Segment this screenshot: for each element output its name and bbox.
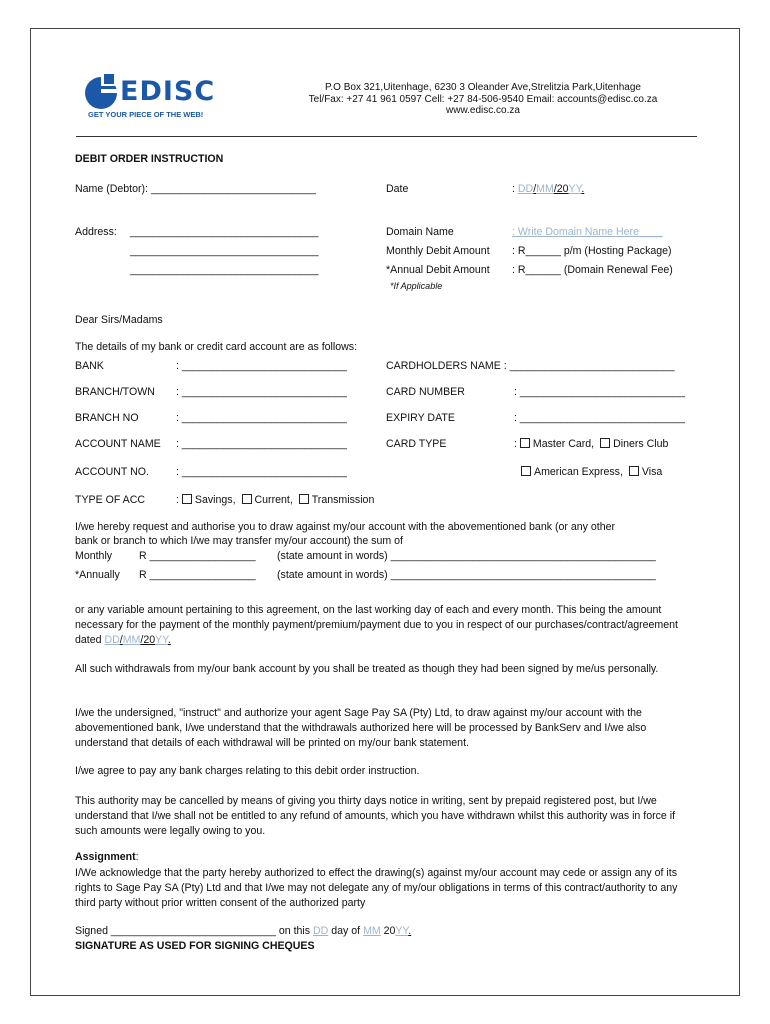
date-century: /20 <box>553 183 569 195</box>
signed-field[interactable]: Signed ____________________________ on this <box>75 925 313 937</box>
address-line-1[interactable]: ________________________________ <box>130 226 319 238</box>
expiry-date-field[interactable]: : ____________________________ <box>514 412 685 424</box>
domain-field[interactable] <box>512 226 663 238</box>
signature-line <box>75 925 411 937</box>
withdrawals-paragraph: All such withdrawals from my/our bank account by you shall be treated as though they had been signed by me/us personally. <box>75 663 659 675</box>
signed-month[interactable]: MM <box>363 925 381 937</box>
savings-checkbox[interactable] <box>182 494 192 504</box>
savings-label: Savings, <box>194 494 236 506</box>
agreement-date-mm[interactable]: MM <box>122 634 141 646</box>
domain-placeholder[interactable]: : Write Domain Name Here____ <box>512 226 663 238</box>
current-label: Current, <box>254 494 293 506</box>
assignment-paragraph: I/We acknowledge that the party hereby authorized to effect the drawing(s) against my/our account may cede or assign any of its rights to Sage Pay SA (Pty) Ltd and that I/we may not delegate any of my/our obligations in terms of this contract/authority to any third party without prior written consent of the authorized party <box>75 867 678 909</box>
cancellation-paragraph: This authority may be cancelled by means of giving you thirty days notice in writing, sent by prepaid registered post, but I/we understand that I/we shall not be entitled to any refund of amounts, which you have withdrawn whilst this authority was in force if such amounts were legally owing to you. <box>75 795 676 837</box>
annually-amount-field[interactable]: R __________________ <box>139 569 256 581</box>
date-sep: / <box>533 183 537 195</box>
company-website[interactable]: www.edisc.co.za <box>446 105 520 116</box>
visa-checkbox[interactable] <box>629 466 639 476</box>
monthly-amount-field[interactable]: R __________________ <box>139 550 256 562</box>
agreement-date-dd[interactable]: DD <box>104 634 120 646</box>
if-applicable-note: *If Applicable <box>390 281 443 291</box>
branch-no-label: BRANCH NO <box>75 412 139 424</box>
signed-end: . <box>408 925 412 937</box>
date-field[interactable]: : DD/MM/20YY. <box>512 183 585 195</box>
account-name-field[interactable]: : ____________________________ <box>176 438 347 450</box>
signed-century: 20 <box>380 925 396 937</box>
details-intro: The details of my bank or credit card account are as follows: <box>75 341 358 353</box>
edisc-logo <box>84 72 214 120</box>
assignment-colon: : <box>135 851 139 863</box>
annually-words-field[interactable]: (state amount in words) _____________________________________________ <box>277 569 656 581</box>
variable-amount-text: or any variable amount pertaining to this agreement, on the last working day of each and every month. This being the amount necessary for the payment of the monthly payment/premium/payment due to you in respect of our purchases/contract/agreement dated <box>75 604 678 646</box>
authorise-line-2: bank or branch to which I/we may transfer my/our account) the sum of <box>75 535 403 547</box>
transmission-label: Transmission <box>311 494 375 506</box>
agreement-date-end: . <box>167 634 171 646</box>
card-type-options-row2 <box>521 466 662 478</box>
american-express-label: American Express, <box>534 466 623 478</box>
visa-label: Visa <box>641 466 663 478</box>
card-type-options-row1 <box>514 438 668 450</box>
annual-debit-field[interactable]: : R______ (Domain Renewal Fee) <box>512 264 673 276</box>
annual-debit-label: *Annual Debit Amount <box>386 264 490 276</box>
agreement-date-yy[interactable]: YY <box>155 634 168 646</box>
branch-town-label: BRANCH/TOWN <box>75 386 155 398</box>
agreement-date-sep: / <box>119 634 123 646</box>
authorise-line-1: I/we hereby request and authorise you to draw against my/our account with the abovementioned bank (or any other <box>75 521 616 533</box>
date-yy[interactable]: YY <box>568 183 582 195</box>
assignment-heading-text: Assignment <box>75 851 136 863</box>
form-title: DEBIT ORDER INSTRUCTION <box>75 153 224 165</box>
logo-text: EDISC <box>120 76 216 107</box>
date-colon: : <box>512 183 518 195</box>
type-of-acc-label: TYPE OF ACC <box>75 494 146 506</box>
card-type-colon: : <box>514 438 517 450</box>
bank-charges-paragraph: I/we agree to pay any bank charges relating to this debit order instruction. <box>75 765 420 777</box>
account-no-field[interactable]: : ____________________________ <box>176 466 347 478</box>
salutation: Dear Sirs/Madams <box>75 314 163 326</box>
assignment-heading <box>75 851 139 863</box>
company-contact: Tel/Fax: +27 41 961 0597 Cell: +27 84-506-9540 Email: accounts@edisc.co.za <box>308 93 658 105</box>
date-label: Date <box>386 183 409 195</box>
bank-field[interactable]: : ____________________________ <box>176 360 347 372</box>
transmission-checkbox[interactable] <box>299 494 309 504</box>
type-of-acc-colon: : <box>176 494 179 506</box>
branch-town-field[interactable]: : ____________________________ <box>176 386 347 398</box>
address-line-3[interactable]: ________________________________ <box>130 264 319 276</box>
debtor-name-field[interactable]: Name (Debtor): ____________________________ <box>75 183 316 195</box>
domain-label: Domain Name <box>386 226 454 238</box>
variable-amount-paragraph <box>75 603 693 648</box>
master-card-label: Master Card, <box>532 438 595 450</box>
annually-label: *Annually <box>75 569 120 581</box>
signature-note: SIGNATURE AS USED FOR SIGNING CHEQUES <box>75 940 315 952</box>
branch-no-field[interactable]: : ____________________________ <box>176 412 347 424</box>
address-line-2[interactable]: ________________________________ <box>130 245 319 257</box>
date-dd[interactable]: DD <box>517 183 534 195</box>
cardholder-name-field[interactable]: CARDHOLDERS NAME : ____________________________ <box>386 360 675 372</box>
account-name-label: ACCOUNT NAME <box>75 438 161 450</box>
monthly-debit-label: Monthly Debit Amount <box>386 245 490 257</box>
company-contact-block <box>288 82 678 117</box>
monthly-label: Monthly <box>75 550 113 562</box>
instruct-paragraph: I/we the undersigned, "instruct" and authorize your agent Sage Pay SA (Pty) Ltd, to draw against my/our account with the abovementioned bank, I/we understand that the withdrawals authorized here will be processed by BankServ and I/we also understand that details of each withdrawal will be printed on my/our bank statement. <box>75 707 647 749</box>
monthly-debit-field[interactable]: : R______ p/m (Hosting Package) <box>512 245 672 257</box>
agreement-date-century: /20 <box>140 634 156 646</box>
expiry-date-label: EXPIRY DATE <box>386 412 455 424</box>
diners-club-label: Diners Club <box>613 438 669 450</box>
type-of-acc-options <box>176 494 374 506</box>
account-no-label: ACCOUNT NO. <box>75 466 149 478</box>
card-number-field[interactable]: : ____________________________ <box>514 386 685 398</box>
current-checkbox[interactable] <box>242 494 252 504</box>
signed-day[interactable]: DD <box>313 925 329 937</box>
monthly-words-field[interactable]: (state amount in words) _____________________________________________ <box>277 550 656 562</box>
signed-year[interactable]: YY <box>395 925 409 937</box>
diners-club-checkbox[interactable] <box>600 438 610 448</box>
card-number-label: CARD NUMBER <box>386 386 465 398</box>
header-divider <box>76 136 697 137</box>
logo-circle-icon <box>84 72 122 110</box>
master-card-checkbox[interactable] <box>520 438 530 448</box>
logo-tagline: GET YOUR PIECE OF THE WEB! <box>88 110 204 119</box>
date-mm[interactable]: MM <box>536 183 554 195</box>
address-label: Address: <box>75 226 117 238</box>
bank-label: BANK <box>75 360 104 372</box>
american-express-checkbox[interactable] <box>521 466 531 476</box>
company-address: P.O Box 321,Uitenhage, 6230 3 Oleander Ave,Strelitzia Park,Uitenhage <box>325 82 641 93</box>
day-of-text: day of <box>328 925 364 937</box>
card-type-label: CARD TYPE <box>386 438 447 450</box>
